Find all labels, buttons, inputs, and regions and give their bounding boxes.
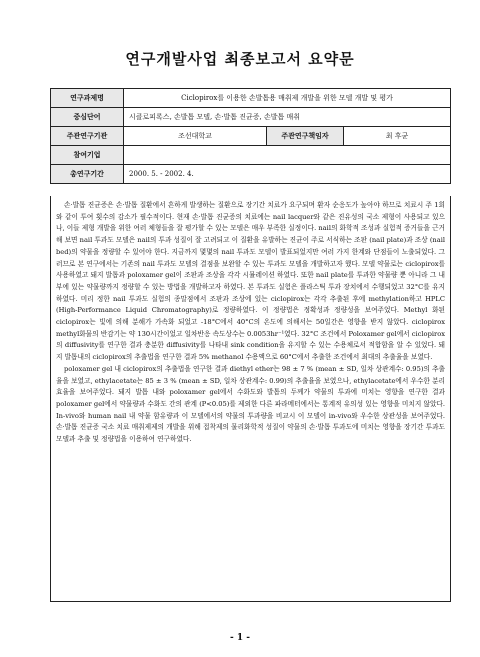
table-row	[51, 127, 451, 146]
abstract-box	[50, 196, 451, 602]
page-number: - 1 -	[230, 633, 250, 643]
participating-company-value	[124, 146, 451, 165]
institution-value: 조선대학교	[124, 127, 267, 146]
table-row	[51, 165, 451, 184]
project-title-label: 연구과제명	[51, 89, 124, 108]
research-period-label: 총연구기간	[51, 165, 124, 184]
table-row	[51, 146, 451, 165]
principal-investigator-label: 주관연구책임자	[267, 127, 344, 146]
keywords-value: 시클로피록스, 손발톱 모델, 손·발톱 진균증, 손발톱 매취	[124, 108, 451, 127]
keywords-label: 중심단어	[51, 108, 124, 127]
participating-company-label: 참여기업	[51, 146, 124, 165]
principal-investigator-value: 최 후균	[344, 127, 451, 146]
institution-label: 주관연구기관	[51, 127, 124, 146]
abstract-paragraph-1: 손·발톱 진균증은 손·발톱 질환에서 흔하게 발생하는 질환으로 장기간 치료가 요구되며 환자 순응도가 높아야 하므로 치료시 주 1회와 같이 투여 횟수의 감소가 필수적이다. 현재 손·발톱 진균증의 치료에는 nail lacquer와 같은 진유성의 국소 제형이 사용되고 있으나, 이들 제형 개발을 위한 여러 체형들을 잘 평가할 수 있는 모델은 매우 부족한 실정이다. nail의 화학적 조성과 실험적 증거들을 근거해 보면 nail 투과도 모델은 nail의 투과 성질이 잘 고려되고 이 질환을 유발하는 진균이 주로 서식하는 조판 (nail plate)과 조상 (nail bed)의 약물을 정량할 수 있어야 한다. 지금까지 몇몇의 nail 투과도 모델이 발표되었지만 여러 가지 한계와 단점들이 노출되었다. 그러므로 본 연구에서는 기존의 nail 투과도 모델의 결점을 보완할 수 있는 투과도 모델을 개발하고자 했다. 모델 약물로는 ciclopirox를 사용하였고 돼지 발톱과 poloxamer gel이 조판과 조상을 각각 시뮬레이션 하였다. 또한 nail plate를 투과한 약물량 뿐 아니라 그 내부에 있는 약물량까지 정량할 수 있는 방법을 개발하고자 하였다. 본 투과도 실험은 플라스틱 투과 장치에서 수행되었고 32°C를 유지하였다. 미리 정한 nail 투과도 실험의 종말점에서 조판과 조상에 있는 ciclopirox는 각각 추출된 후에 methylation하고 HPLC (High-Performance Liquid Chromatography)로 정량하였다. 이 정량법은 정확성과 정량성을 보여주었다. Methyl 화된 ciclopirox는 빛에 의해 분해가 가속화 되었고 -18°C에서 40°C의 온도에 의해서는 50일간은 영향을 받지 않았다. ciclopirox methyl화물의 반감기는 약 130시간이었고 일차반응 속도상수는 0.0053hr⁻¹였다. 32°C 조건에서 Poloxamer gel에서 ciclopirox의 diffusivity를 연구한 결과 충분한 diffusivity를 나타내 sink condition을 유지할 수 있는 수용체로서 적합함을 알 수 있었다. 돼지 발톱내의 ciclopirox의 추출법을 연구한 결과 5% methanol 수용액으로 60°C에서 추출한 조건에서 최대의 추출율을 보였다.	[56, 201, 446, 362]
page-title: 연구개발사업 최종보고서 요약문	[125, 50, 355, 68]
table-row	[51, 89, 451, 108]
summary-info-table	[50, 88, 451, 184]
research-period-value: 2000. 5. - 2002. 4.	[124, 165, 451, 184]
abstract-paragraph-2: poloxamer gel 내 ciclopirox의 추출법을 연구한 결과 diethyl ether는 98 ± 7 % (mean ± SD, 일차 상관계수: 0.95)의 추출율을 보였고, ethylacetate는 85 ± 3 % (mean ± SD, 일차 상관계수: 0.99)의 추출율을 보였으나, ethylacetate에서 우수한 분리효율을 보여주었다. 돼지 발톱 내와 poloxamer gel에서 수화도와 발톱의 두께가 약물의 투과에 미치는 영향을 연구한 결과 poloxamer gel에서 약물량과 수화도 간의 관계 (P<0.05)를 제외한 다른 파라메터에서는 통계적 유의성 있는 영향을 미치지 않았다. In-vivo와 human nail 내 약물 함유량과 이 모델에서의 약물의 투과량을 비교시 이 모델이 in-vivo와 우수한 상관성을 보여주었다. 손·발톱 진균증 국소 치료 매취제제의 개발을 위해 접착제의 물리화학적 성질이 약물의 손·발톱 투과도에 미치는 영향을 장기간 투과도 모델과 추출 및 정량법을 이용하여 연구하였다.	[56, 364, 445, 444]
project-title-value: Ciclopirox를 이용한 손발톱용 매취제 개발을 위한 모델 개발 및 평가	[124, 89, 451, 108]
table-row	[51, 108, 451, 127]
